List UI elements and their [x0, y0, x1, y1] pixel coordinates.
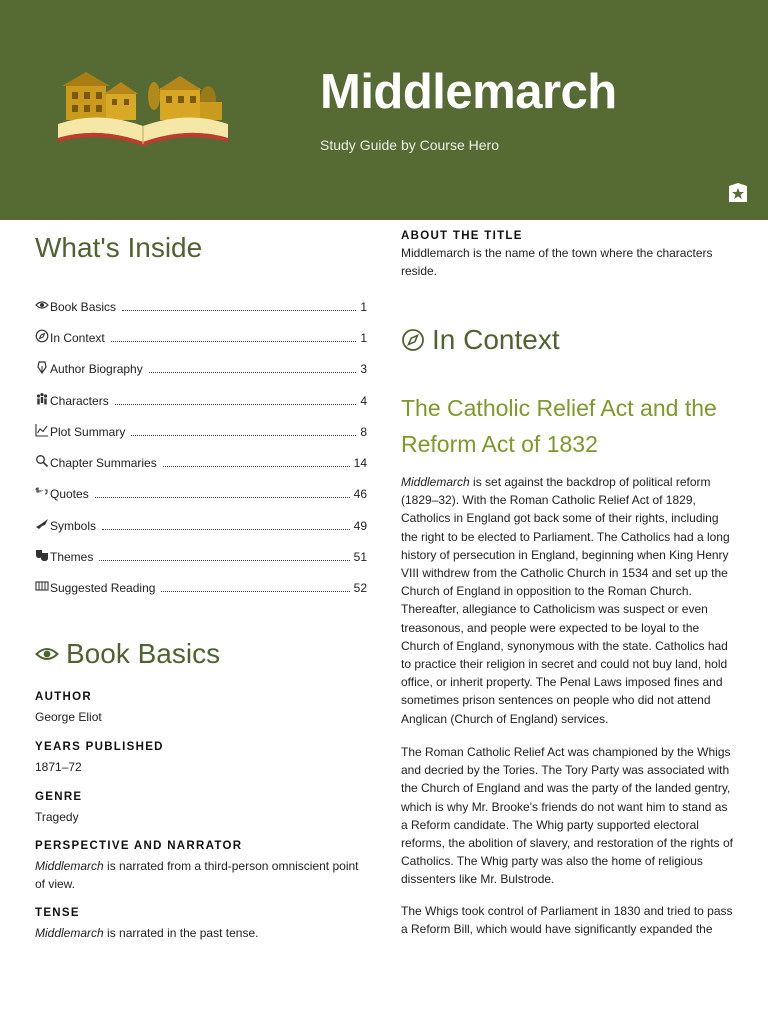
- svg-text:”: ”: [39, 489, 44, 497]
- book-with-houses-illustration: [52, 66, 234, 150]
- toc-item-quotes[interactable]: [35, 481, 367, 501]
- about-the-title-value: Middlemarch is the name of the town where the characters reside.: [401, 246, 713, 278]
- compass-icon: [401, 328, 425, 352]
- toc-item-page: 49: [353, 519, 367, 533]
- toc-item-label: Suggested Reading: [50, 581, 156, 595]
- page-title: Middlemarch: [320, 65, 617, 119]
- header-banner: [0, 0, 768, 220]
- eye-icon: [35, 646, 59, 662]
- in-context-heading: [401, 324, 560, 356]
- magnifier-icon: [35, 454, 49, 468]
- people-icon: [35, 392, 49, 406]
- toc-item-themes[interactable]: [35, 544, 367, 564]
- toc-leader: [99, 560, 349, 561]
- toc-item-label: Symbols: [50, 519, 97, 533]
- toc-item-in-context[interactable]: [35, 325, 367, 345]
- toc-leader: [131, 435, 356, 436]
- years-published-label: YEARS PUBLISHED: [35, 741, 164, 753]
- about-the-title-label: ABOUT THE TITLE: [401, 230, 523, 242]
- toc-item-label: Plot Summary: [50, 425, 126, 439]
- years-published-value: 1871–72: [35, 760, 82, 774]
- book-title-italic: Middlemarch: [35, 859, 104, 873]
- whats-inside-heading: What's Inside: [35, 232, 203, 263]
- toc-item-label: Author Biography: [50, 362, 143, 376]
- toc-item-chapter-summaries[interactable]: [35, 450, 367, 470]
- compass-icon: [35, 329, 49, 343]
- author-field: [35, 691, 367, 726]
- tense-text: is narrated in the past tense.: [103, 926, 259, 940]
- book-basics-title: Book Basics: [66, 638, 221, 669]
- toc-leader: [163, 466, 350, 467]
- years-published-field: [35, 741, 367, 776]
- toc-item-label: Book Basics: [50, 300, 117, 314]
- genre-field: [35, 791, 367, 826]
- toc-item-page: 14: [353, 456, 367, 470]
- book-title-italic: Middlemarch: [401, 475, 470, 489]
- in-context-title: In Context: [432, 324, 560, 355]
- toc-leader: [102, 529, 350, 530]
- course-hero-badge-icon: [727, 182, 749, 204]
- toc-item-label: Chapter Summaries: [50, 456, 157, 470]
- toc-item-page: 52: [353, 581, 367, 595]
- chart-icon: [35, 423, 49, 437]
- genre-value: Tragedy: [35, 810, 79, 824]
- toc-item-page: 4: [360, 394, 367, 408]
- section-subheading: The Catholic Relief Act and the Reform Act of 1832: [401, 395, 717, 457]
- about-the-title: [401, 230, 736, 280]
- bird-icon: [35, 517, 49, 531]
- perspective-field: [35, 840, 367, 893]
- toc-item-suggested-reading[interactable]: [35, 575, 367, 595]
- tense-label: TENSE: [35, 907, 80, 919]
- toc-item-page: 8: [360, 425, 367, 439]
- perspective-text: is narrated from a third-person omniscient point of view.: [35, 859, 359, 891]
- toc-item-book-basics[interactable]: [35, 294, 367, 314]
- toc-item-characters[interactable]: [35, 388, 367, 408]
- toc-item-page: 1: [360, 300, 367, 314]
- perspective-value: [35, 857, 367, 893]
- toc-leader: [111, 341, 357, 342]
- toc-item-label: Themes: [50, 550, 94, 564]
- perspective-label: PERSPECTIVE AND NARRATOR: [35, 840, 243, 852]
- author-value: George Eliot: [35, 710, 102, 724]
- quote-icon: [35, 485, 49, 499]
- toc-leader: [122, 310, 356, 311]
- toc-item-label: Quotes: [50, 487, 89, 501]
- paragraph-1: [401, 473, 736, 728]
- toc-leader: [161, 591, 349, 592]
- book-title-italic: Middlemarch: [35, 926, 104, 940]
- paragraph-2: The Roman Catholic Relief Act was championed by the Whigs and decried by the Tories. The Tory Party was associated with the Church of England and was the party of the landed gentry, which is why Mr. Brooke's friends do not want him to stand as a Reform candidate. The Whig party supported electoral reforms, the abolition of slavery, and restoration of the rights of Catholics. The Whig party was also the home of religious dissenters like Mr. Bulstrode.: [401, 745, 733, 887]
- toc-item-label: Characters: [50, 394, 109, 408]
- toc-item-page: 1: [360, 331, 367, 345]
- toc-leader: [95, 497, 350, 498]
- toc-leader: [115, 404, 357, 405]
- tense-field: [35, 907, 367, 942]
- tense-value: [35, 924, 367, 942]
- toc-item-symbols[interactable]: [35, 513, 367, 533]
- toc-item-page: 51: [353, 550, 367, 564]
- book-basics-heading: [35, 638, 220, 670]
- eye-icon: [35, 298, 49, 312]
- toc-item-page: 3: [360, 362, 367, 376]
- toc-item-plot-summary[interactable]: [35, 419, 367, 439]
- genre-label: GENRE: [35, 791, 83, 803]
- toc-item-page: 46: [353, 487, 367, 501]
- page-subtitle: Study Guide by Course Hero: [320, 137, 499, 153]
- toc-item-author-biography[interactable]: [35, 356, 367, 376]
- toc-leader: [149, 372, 357, 373]
- pen-nib-icon: [35, 360, 49, 374]
- books-icon: [35, 579, 49, 593]
- paragraph-3: The Whigs took control of Parliament in 1830 and tried to pass a Reform Bill, which would have significantly expanded the: [401, 904, 733, 937]
- author-label: AUTHOR: [35, 691, 92, 703]
- toc-item-label: In Context: [50, 331, 105, 345]
- masks-icon: [35, 548, 49, 562]
- paragraph-1-text: is set against the backdrop of political reform (1829–32). With the Roman Catholic Relief Act of 1829, Catholics in England got back some of their rights, including the right to be elected to Parliament. The Catholics had a long history of persecution in England, beginning when King Henry VIII withdrew from the Catholic Church in 1534 and set up the Church of England in opposition to the Roman Church. Thereafter, allegiance to Catholicism was suspect or even treasonous, and people were expected to be loyal to the Church of England, synonymous with the state. Catholics had to practice their religion in secret and could not buy land, hold office, or inherit property. The Penal Laws imposed fines and sometimes prison sentences on people who did not attend Anglican (Church of England) services.: [401, 475, 730, 726]
